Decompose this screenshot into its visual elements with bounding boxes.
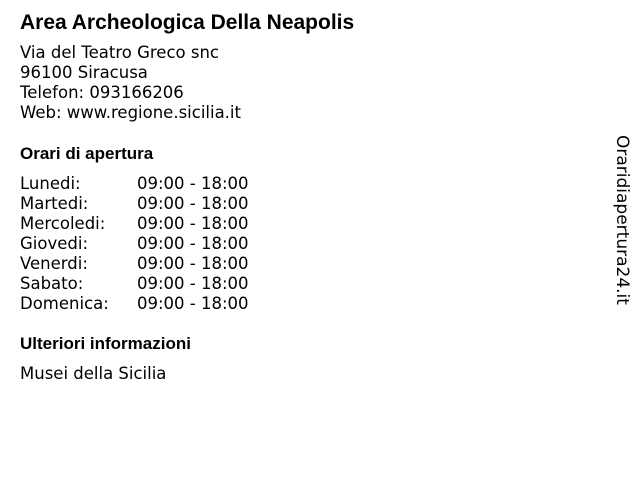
time-range: 09:00 - 18:00: [137, 234, 249, 253]
address-block: [20, 43, 580, 123]
opening-hours-heading: Orari di apertura: [20, 144, 154, 163]
brand-watermark: Oraridiapertura24.it: [612, 135, 632, 305]
day-label: Domenica:: [20, 294, 109, 313]
place-info: [20, 10, 580, 383]
hours-row-monday: [20, 174, 249, 194]
day-label: Lunedi:: [20, 174, 81, 193]
street-address: Via del Teatro Greco snc: [20, 43, 219, 62]
hours-row-friday: [20, 254, 249, 274]
time-range: 09:00 - 18:00: [137, 294, 249, 313]
phone-line: Telefon: 093166206: [20, 83, 184, 102]
website-line: Web: www.regione.sicilia.it: [20, 103, 241, 122]
more-info-text: Musei della Sicilia: [20, 364, 167, 383]
day-label: Sabato:: [20, 274, 84, 293]
opening-hours-table: [20, 174, 249, 314]
time-range: 09:00 - 18:00: [137, 254, 249, 273]
day-label: Martedi:: [20, 194, 89, 213]
hours-row-wednesday: [20, 214, 249, 234]
more-info-heading: Ulteriori informazioni: [20, 334, 191, 353]
hours-row-tuesday: [20, 194, 249, 214]
day-label: Venerdi:: [20, 254, 88, 273]
hours-row-thursday: [20, 234, 249, 254]
hours-row-saturday: [20, 274, 249, 294]
time-range: 09:00 - 18:00: [137, 214, 249, 233]
page-title: Area Archeologica Della Neapolis: [20, 11, 355, 34]
city-line: 96100 Siracusa: [20, 63, 148, 82]
day-label: Mercoledi:: [20, 214, 106, 233]
time-range: 09:00 - 18:00: [137, 274, 249, 293]
day-label: Giovedi:: [20, 234, 88, 253]
hours-row-sunday: [20, 294, 249, 314]
time-range: 09:00 - 18:00: [137, 194, 249, 213]
time-range: 09:00 - 18:00: [137, 174, 249, 193]
